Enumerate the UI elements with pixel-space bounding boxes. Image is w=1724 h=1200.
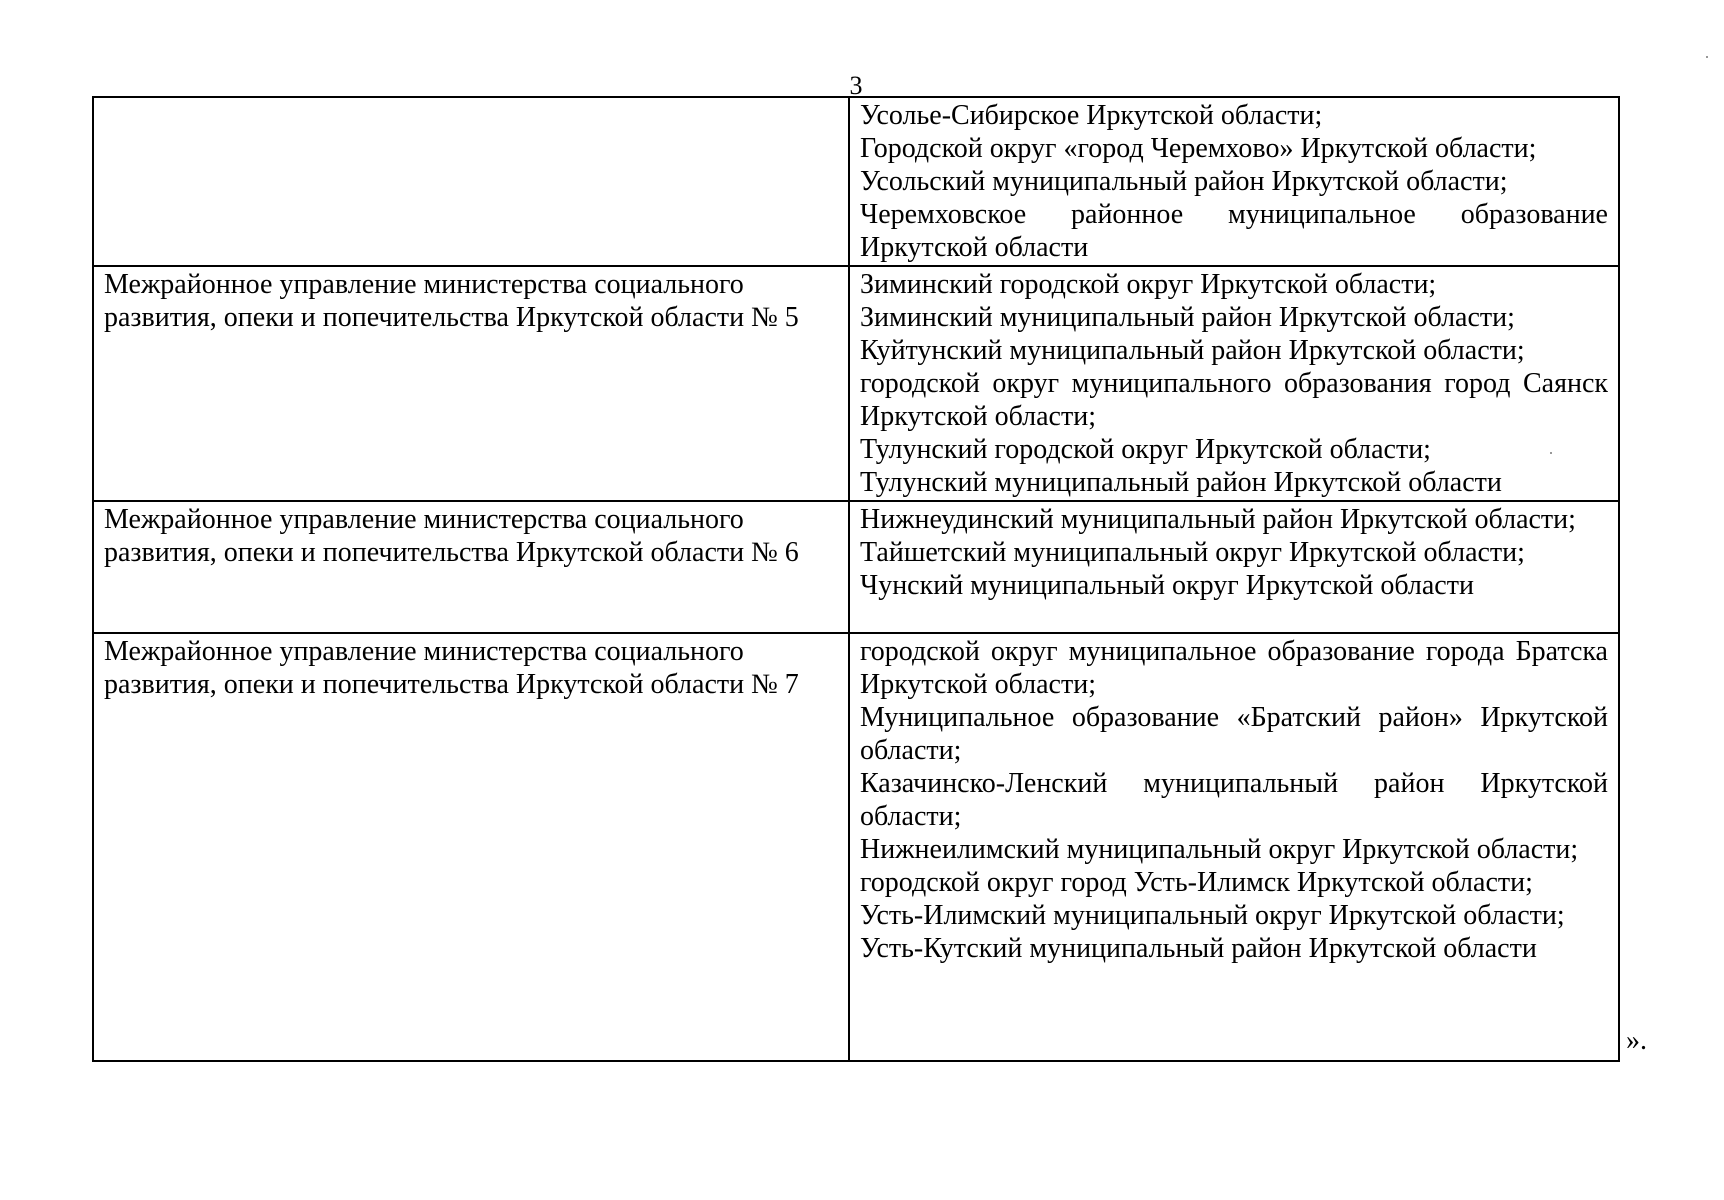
page-number: 3 [849,71,863,100]
territory-item: Тулунский муниципальный район Иркутской области [860,467,1502,498]
territory-item: Черемховское районное муниципальное образование Иркутской области [860,199,1608,263]
territories-cell [849,266,1619,501]
territory-item: Городской округ «город Черемхово» Иркутской области; [860,133,1537,164]
territories-cell [849,501,1619,633]
territory-item: Зиминский городской округ Иркутской области; [860,269,1437,300]
territory-assignment-table [92,96,1620,1062]
department-cell [93,633,849,1061]
territory-item: Тайшетский муниципальный округ Иркутской области; [860,537,1525,568]
territory-item: Зиминский муниципальный район Иркутской области; [860,302,1515,333]
territory-item: Чунский муниципальный округ Иркутской области [860,570,1474,601]
department-name: Межрайонное управление министерства социального развития, опеки и попечительства Иркутской области № 7 [104,636,799,700]
territory-item: городской округ муниципального образования город Саянск Иркутской области; [860,368,1608,432]
territory-item: Усть-Кутский муниципальный район Иркутской области [860,933,1537,964]
closing-quote-mark: ». [1626,1025,1647,1056]
territory-item: Куйтунский муниципальный район Иркутской области; [860,335,1525,366]
territory-item: городской округ муниципальное образование города Братска Иркутской области; [860,636,1608,700]
territory-item: Усть-Илимский муниципальный округ Иркутской области; [860,900,1565,931]
department-cell [93,266,849,501]
table-row [93,633,1619,1061]
table-row [93,97,1619,266]
territory-item: Усолье-Сибирское Иркутской области; [860,100,1323,131]
department-cell [93,97,849,266]
department-name: Межрайонное управление министерства социального развития, опеки и попечительства Иркутской области № 5 [104,269,799,333]
territory-item: Муниципальное образование «Братский район» Иркутской области; [860,702,1608,766]
department-name: Межрайонное управление министерства социального развития, опеки и попечительства Иркутской области № 6 [104,504,799,568]
territory-item: городской округ город Усть-Илимск Иркутской области; [860,867,1533,898]
territories-cell [849,633,1619,1061]
territories-cell [849,97,1619,266]
territory-item: Усольский муниципальный район Иркутской области; [860,166,1508,197]
scan-speck [1550,452,1552,454]
territory-item: Нижнеудинский муниципальный район Иркутской области; [860,504,1576,535]
territory-item: Тулунский городской округ Иркутской области; [860,434,1431,465]
table-row [93,501,1619,633]
table-row [93,266,1619,501]
scan-speck [1706,56,1708,58]
department-cell [93,501,849,633]
territory-item: Нижнеилимский муниципальный округ Иркутской области; [860,834,1579,865]
territory-item: Казачинско-Ленский муниципальный район Иркутской области; [860,768,1608,832]
